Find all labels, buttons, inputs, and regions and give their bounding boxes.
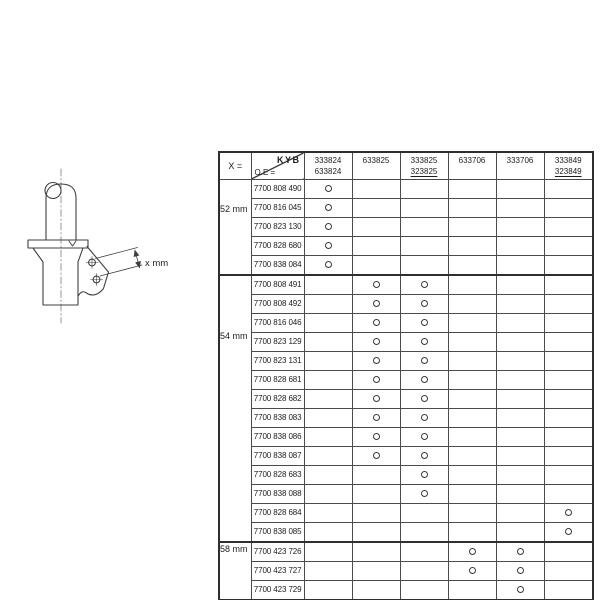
fitment-circle-icon — [373, 395, 380, 402]
fitment-circle-icon — [373, 338, 380, 345]
fitment-cell — [400, 542, 448, 562]
fitment-cell — [352, 370, 400, 389]
fitment-circle-icon — [517, 586, 524, 593]
fitment-circle-icon — [373, 281, 380, 288]
fitment-cell — [352, 465, 400, 484]
fitment-cell — [352, 294, 400, 313]
table-row — [219, 503, 593, 522]
kyb-number-header-633706 — [448, 152, 496, 179]
fitment-circle-icon — [373, 433, 380, 440]
table-row — [219, 179, 593, 198]
fitment-cell — [448, 332, 496, 351]
fitment-cell — [400, 370, 448, 389]
fitment-cell — [352, 313, 400, 332]
fitment-cell — [400, 465, 448, 484]
fitment-cell — [352, 503, 400, 522]
fitment-cell — [448, 503, 496, 522]
fitment-cell — [496, 427, 544, 446]
fitment-circle-icon — [565, 528, 572, 535]
group-label-58-mm: 58 mm — [219, 542, 251, 600]
fitment-cell — [352, 389, 400, 408]
fitment-cell — [304, 580, 352, 600]
fitment-cell — [544, 294, 593, 313]
oe-number-cell: 7700 838 086 — [251, 427, 304, 446]
table-row — [219, 408, 593, 427]
fitment-cell — [496, 561, 544, 580]
kyb-number-header-633825 — [352, 152, 400, 179]
oe-number-cell: 7700 823 130 — [251, 217, 304, 236]
fitment-circle-icon — [421, 433, 428, 440]
fitment-cell — [304, 465, 352, 484]
fitment-cell — [448, 580, 496, 600]
fitment-cell — [496, 484, 544, 503]
fitment-cell — [352, 275, 400, 295]
fitment-cell — [544, 408, 593, 427]
fitment-cell — [352, 179, 400, 198]
fitment-cell — [400, 351, 448, 370]
oe-number-cell: 7700 823 129 — [251, 332, 304, 351]
fitment-cell — [304, 408, 352, 427]
fitment-cell — [544, 217, 593, 236]
fitment-cell — [448, 561, 496, 580]
table-row — [219, 255, 593, 275]
fitment-cell — [400, 484, 448, 503]
table-row — [219, 446, 593, 465]
fitment-cell — [400, 408, 448, 427]
table-row — [219, 542, 593, 562]
fitment-cell — [352, 198, 400, 217]
fitment-cell — [304, 294, 352, 313]
fitment-cell — [496, 217, 544, 236]
kyb-number-header-333849 — [544, 152, 593, 179]
fitment-cell — [496, 198, 544, 217]
fitment-cell — [448, 389, 496, 408]
fitment-circle-icon — [421, 281, 428, 288]
fitment-cell — [544, 332, 593, 351]
fitment-cell — [496, 446, 544, 465]
fitment-cell — [496, 580, 544, 600]
kyb-oe-corner-cell — [251, 152, 304, 179]
kyb-number-line2: 323825 — [410, 167, 438, 176]
kyb-number-line1: 333825 — [410, 156, 438, 165]
kyb-brand-label: KYB — [276, 155, 301, 165]
fitment-cell — [400, 198, 448, 217]
fitment-cell — [544, 446, 593, 465]
fitment-cell — [448, 484, 496, 503]
fitment-cell — [544, 236, 593, 255]
fitment-cell — [400, 313, 448, 332]
fitment-cell — [400, 503, 448, 522]
oe-number-cell: 7700 823 131 — [251, 351, 304, 370]
oe-number-cell: 7700 423 726 — [251, 542, 304, 562]
oe-number-cell: 7700 838 087 — [251, 446, 304, 465]
fitment-cell — [304, 217, 352, 236]
fitment-cell — [448, 198, 496, 217]
kyb-number-line2 — [449, 166, 496, 177]
fitment-cell — [304, 351, 352, 370]
oe-number-cell: 7700 828 681 — [251, 370, 304, 389]
fitment-cell — [448, 351, 496, 370]
fitment-cell — [544, 561, 593, 580]
table-row — [219, 427, 593, 446]
fitment-cell — [496, 275, 544, 295]
fitment-circle-icon — [373, 376, 380, 383]
fitment-cell — [448, 446, 496, 465]
kyb-number-line1: 333824 — [314, 156, 342, 165]
strut-body — [33, 248, 83, 305]
oe-number-cell: 7700 816 045 — [251, 198, 304, 217]
fitment-cell — [496, 351, 544, 370]
table-row — [219, 370, 593, 389]
fitment-cell — [448, 370, 496, 389]
fitment-cell — [544, 465, 593, 484]
fitment-cell — [352, 255, 400, 275]
oe-number-cell: 7700 816 046 — [251, 313, 304, 332]
table-row — [219, 217, 593, 236]
fitment-circle-icon — [421, 338, 428, 345]
table-row — [219, 313, 593, 332]
table-row — [219, 522, 593, 542]
fitment-cell — [304, 236, 352, 255]
fitment-cell — [496, 294, 544, 313]
fitment-cell — [448, 465, 496, 484]
fitment-cell — [400, 236, 448, 255]
strut-diagram — [18, 160, 208, 335]
fitment-cell — [544, 198, 593, 217]
table-row — [219, 351, 593, 370]
fitment-cell — [496, 542, 544, 562]
fitment-cell — [400, 561, 448, 580]
fitment-cell — [496, 389, 544, 408]
kyb-number-line2 — [497, 166, 544, 177]
fitment-cell — [352, 484, 400, 503]
fitment-cell — [544, 179, 593, 198]
fitment-cell — [448, 542, 496, 562]
fitment-cell — [400, 446, 448, 465]
fitment-circle-icon — [421, 414, 428, 421]
fitment-cell — [400, 217, 448, 236]
fitment-cell — [496, 408, 544, 427]
x-dimension-header: X = — [219, 152, 251, 179]
fitment-cell — [400, 389, 448, 408]
fitment-cell — [496, 332, 544, 351]
fitment-circle-icon — [421, 357, 428, 364]
fitment-cell — [544, 503, 593, 522]
fitment-circle-icon — [421, 452, 428, 459]
fitment-cell — [544, 484, 593, 503]
fitment-circle-icon — [373, 300, 380, 307]
fitment-cell — [304, 332, 352, 351]
fitment-cell — [448, 179, 496, 198]
oe-number-cell: 7700 838 085 — [251, 522, 304, 542]
table-row — [219, 332, 593, 351]
fitment-cell — [304, 561, 352, 580]
kyb-number-line2: 633824 — [314, 167, 342, 176]
fitment-circle-icon — [325, 242, 332, 249]
fitment-circle-icon — [421, 300, 428, 307]
kyb-number-line1: 633825 — [362, 156, 390, 165]
group-label-54-mm: 54 mm — [219, 275, 251, 542]
fitment-cell — [352, 580, 400, 600]
oe-number-cell: 7700 808 491 — [251, 275, 304, 295]
strut-rod — [45, 183, 76, 241]
fitment-cell — [544, 389, 593, 408]
fitment-cell — [400, 294, 448, 313]
oe-number-cell: 7700 828 682 — [251, 389, 304, 408]
fitment-cell — [400, 522, 448, 542]
fitment-cell — [496, 503, 544, 522]
oe-number-cell: 7700 808 492 — [251, 294, 304, 313]
fitment-cell — [352, 332, 400, 351]
table-row — [219, 275, 593, 295]
fitment-cell — [352, 561, 400, 580]
fitment-circle-icon — [421, 471, 428, 478]
fitment-cell — [304, 179, 352, 198]
fitment-cell — [304, 198, 352, 217]
kyb-number-line1: 333849 — [554, 156, 582, 165]
fitment-cell — [352, 427, 400, 446]
fitment-cell — [448, 236, 496, 255]
fitment-cell — [304, 503, 352, 522]
fitment-cell — [448, 275, 496, 295]
table-row — [219, 465, 593, 484]
fitment-circle-icon — [421, 490, 428, 497]
fitment-cell — [400, 580, 448, 600]
oe-number-cell: 7700 828 684 — [251, 503, 304, 522]
fitment-cell — [496, 313, 544, 332]
fitment-cell — [400, 275, 448, 295]
fitment-cell — [304, 275, 352, 295]
oe-number-cell: 7700 838 084 — [251, 255, 304, 275]
fitment-cell — [304, 522, 352, 542]
fitment-cell — [352, 236, 400, 255]
table-row — [219, 236, 593, 255]
fitment-cell — [448, 427, 496, 446]
fitment-cell — [352, 351, 400, 370]
fitment-cell — [352, 446, 400, 465]
oe-number-cell: 7700 838 088 — [251, 484, 304, 503]
table-row — [219, 389, 593, 408]
fitment-cell — [544, 255, 593, 275]
fitment-circle-icon — [565, 509, 572, 516]
kyb-number-header-333824 — [304, 152, 352, 179]
kyb-number-line2 — [353, 166, 400, 177]
fitment-cell — [496, 236, 544, 255]
oe-number-cell: 7700 808 490 — [251, 179, 304, 198]
oe-number-cell: 7700 828 680 — [251, 236, 304, 255]
fitment-cell — [544, 313, 593, 332]
oe-number-cell: 7700 838 083 — [251, 408, 304, 427]
kyb-number-line1: 633706 — [458, 156, 486, 165]
fitment-circle-icon — [325, 185, 332, 192]
fitment-cell — [400, 427, 448, 446]
table-row — [219, 580, 593, 600]
fitment-cell — [304, 255, 352, 275]
fitment-circle-icon — [373, 319, 380, 326]
fitment-cell — [496, 255, 544, 275]
kyb-number-line1: 333706 — [506, 156, 534, 165]
oe-number-cell: 7700 828 683 — [251, 465, 304, 484]
fitment-cell — [352, 542, 400, 562]
fitment-circle-icon — [469, 567, 476, 574]
dimension-arrow — [96, 248, 143, 277]
fitment-circle-icon — [421, 395, 428, 402]
fitment-circle-icon — [373, 414, 380, 421]
fitment-cell — [496, 370, 544, 389]
fitment-cell — [352, 217, 400, 236]
fitment-cell — [304, 370, 352, 389]
fitment-circle-icon — [325, 261, 332, 268]
dimension-label: x mm — [145, 258, 169, 269]
fitment-cell — [352, 408, 400, 427]
fitment-circle-icon — [373, 452, 380, 459]
fitment-cell — [448, 255, 496, 275]
fitment-circle-icon — [469, 548, 476, 555]
kyb-number-header-333706 — [496, 152, 544, 179]
fitment-table — [218, 151, 594, 600]
fitment-circle-icon — [373, 357, 380, 364]
fitment-cell — [544, 542, 593, 562]
oe-number-cell: 7700 423 727 — [251, 561, 304, 580]
fitment-circle-icon — [325, 223, 332, 230]
fitment-cell — [304, 542, 352, 562]
fitment-cell — [496, 522, 544, 542]
fitment-cell — [448, 294, 496, 313]
fitment-circle-icon — [325, 204, 332, 211]
fitment-cell — [496, 465, 544, 484]
table-row — [219, 294, 593, 313]
fitment-cell — [304, 484, 352, 503]
kyb-number-line2: 323849 — [554, 167, 582, 176]
fitment-cell — [448, 217, 496, 236]
fitment-circle-icon — [517, 548, 524, 555]
fitment-cell — [448, 313, 496, 332]
header-row — [219, 152, 593, 179]
fitment-cell — [304, 389, 352, 408]
oe-label: O.E = — [254, 167, 276, 177]
fitment-cell — [304, 313, 352, 332]
fitment-circle-icon — [421, 376, 428, 383]
group-label-52-mm: 52 mm — [219, 179, 251, 275]
fitment-cell — [544, 370, 593, 389]
fitment-cell — [544, 580, 593, 600]
fitment-cell — [400, 179, 448, 198]
table-row — [219, 561, 593, 580]
fitment-cell — [448, 408, 496, 427]
fitment-circle-icon — [517, 567, 524, 574]
fitment-cell — [304, 427, 352, 446]
fitment-circle-icon — [421, 319, 428, 326]
fitment-cell — [544, 351, 593, 370]
fitment-cell — [304, 446, 352, 465]
oe-number-cell: 7700 423 729 — [251, 580, 304, 600]
fitment-cell — [544, 427, 593, 446]
kyb-number-header-333825 — [400, 152, 448, 179]
fitment-cell — [448, 522, 496, 542]
table-row — [219, 484, 593, 503]
strut-spring-seat — [28, 240, 88, 248]
strut-bracket — [79, 247, 109, 296]
fitment-cell — [352, 522, 400, 542]
fitment-cell — [400, 255, 448, 275]
fitment-cell — [544, 275, 593, 295]
table-row — [219, 198, 593, 217]
fitment-cell — [544, 522, 593, 542]
fitment-cell — [400, 332, 448, 351]
fitment-cell — [496, 179, 544, 198]
